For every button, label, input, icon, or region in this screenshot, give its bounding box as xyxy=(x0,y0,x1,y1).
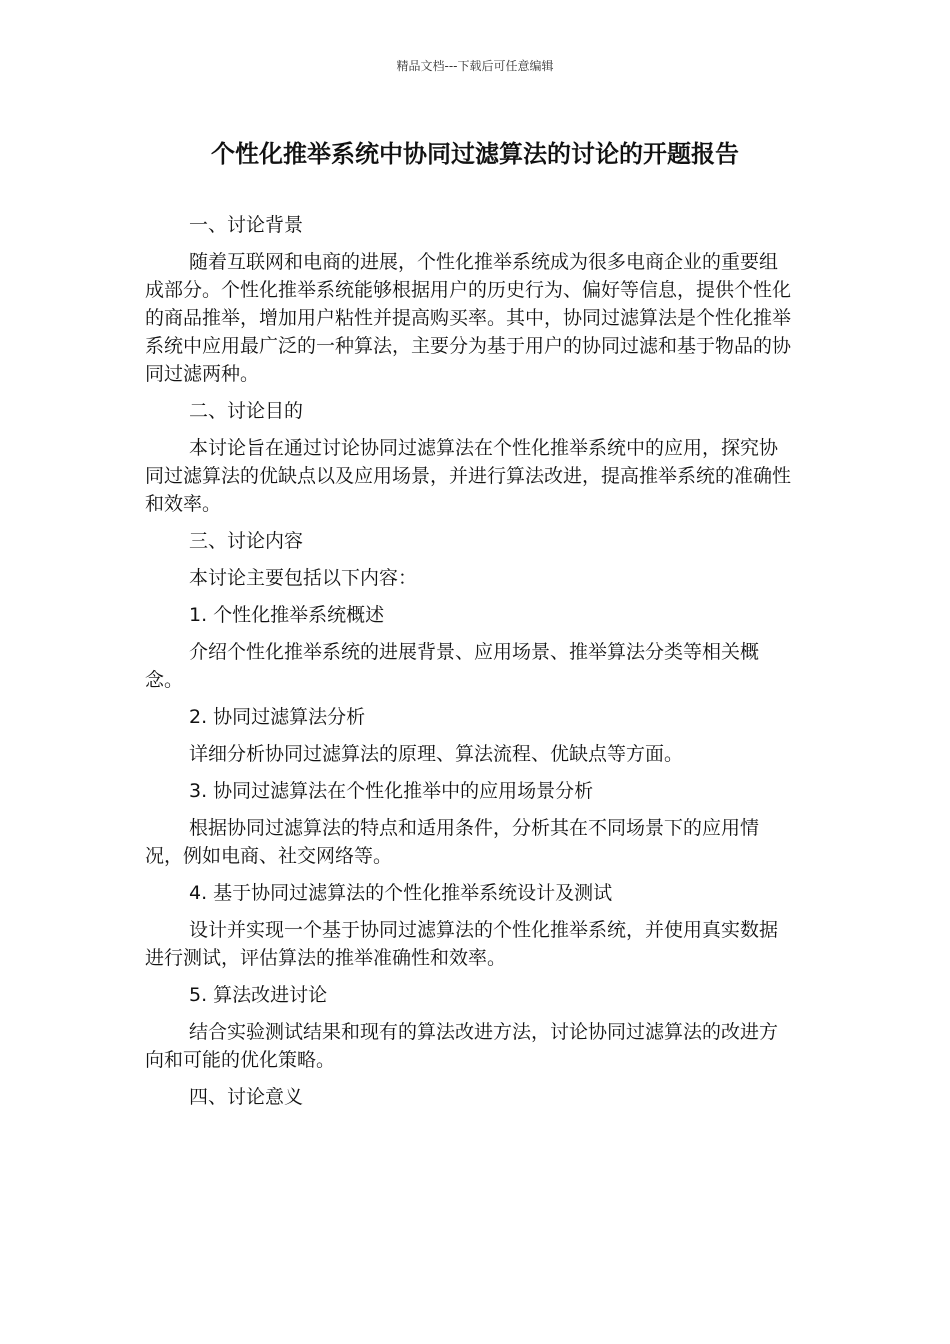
item-heading-5: 5. 算法改进讨论 xyxy=(189,984,328,1006)
item-heading-1: 1. 个性化推举系统概述 xyxy=(189,604,385,626)
item-heading-4: 4. 基于协同过滤算法的个性化推举系统设计及测试 xyxy=(189,882,613,904)
section-heading-purpose: 二、讨论目的 xyxy=(189,400,304,422)
paragraph-content-intro: 本讨论主要包括以下内容： xyxy=(189,567,418,589)
document-body xyxy=(145,211,793,1120)
section-heading-content: 三、讨论内容 xyxy=(189,530,304,552)
paragraph-background: 随着互联网和电商的进展，个性化推举系统成为很多电商企业的重要组成部分。个性化推举系统能够根据用户的历史行为、偏好等信息，提供个性化的商品推举，增加用户粘性并提高购买率。其中，协同过滤算法是个性化推举系统中应用最广泛的一种算法，主要分为基于用户的协同过滤和基于物品的协同过滤两种。 xyxy=(145,251,792,385)
section-heading-significance: 四、讨论意义 xyxy=(189,1086,304,1108)
item-heading-2: 2. 协同过滤算法分析 xyxy=(189,706,366,728)
header-note: 精品文档---下载后可任意编辑 xyxy=(396,59,554,73)
document-title: 个性化推举系统中协同过滤算法的讨论的开题报告 xyxy=(211,140,739,168)
item-paragraph-4: 设计并实现一个基于协同过滤算法的个性化推举系统，并使用真实数据进行测试，评估算法的推举准确性和效率。 xyxy=(145,919,779,969)
paragraph-purpose: 本讨论旨在通过讨论协同过滤算法在个性化推举系统中的应用，探究协同过滤算法的优缺点以及应用场景，并进行算法改进，提高推举系统的准确性和效率。 xyxy=(145,437,792,515)
item-paragraph-2: 详细分析协同过滤算法的原理、算法流程、优缺点等方面。 xyxy=(189,743,684,765)
item-paragraph-1: 介绍个性化推举系统的进展背景、应用场景、推举算法分类等相关概念。 xyxy=(145,641,760,691)
item-paragraph-3: 根据协同过滤算法的特点和适用条件，分析其在不同场景下的应用情况，例如电商、社交网络等。 xyxy=(145,817,760,867)
item-paragraph-5: 结合实验测试结果和现有的算法改进方法，讨论协同过滤算法的改进方向和可能的优化策略。 xyxy=(145,1021,779,1071)
section-heading-background: 一、讨论背景 xyxy=(189,214,304,236)
item-heading-3: 3. 协同过滤算法在个性化推举中的应用场景分析 xyxy=(189,780,594,802)
